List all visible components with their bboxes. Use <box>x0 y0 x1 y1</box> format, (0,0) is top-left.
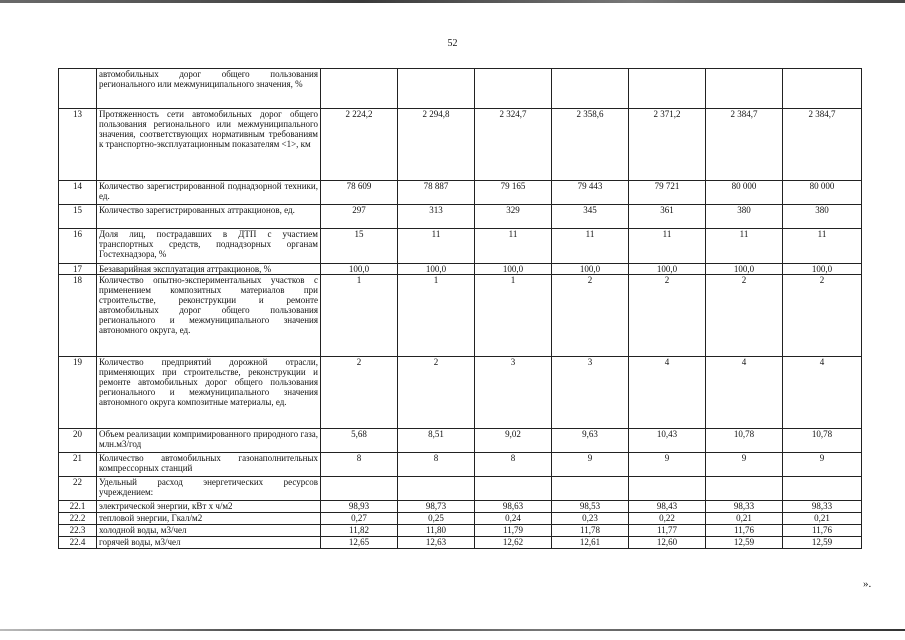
indicator-name: Объем реализации компримированного природного газа, млн.м3/год <box>97 429 321 453</box>
indicator-name: Количество опытно-экспериментальных участков с применением композитных материалов при строительстве, реконструкции и ремонте автомобильных дорог общего пользования регионального и межмуниципального значения автономного округа, ед. <box>97 275 321 357</box>
page-number: 52 <box>447 38 458 49</box>
indicator-value: 5,68 <box>321 429 398 453</box>
indicator-value: 10,78 <box>706 429 783 453</box>
row-number: 14 <box>59 181 97 205</box>
indicator-value: 12,63 <box>398 537 475 549</box>
indicator-value: 12,62 <box>475 537 552 549</box>
indicator-name: Количество автомобильных газонаполнительных компрессорных станций <box>97 453 321 477</box>
indicator-value: 11 <box>398 229 475 264</box>
indicator-value: 9 <box>552 453 629 477</box>
indicator-value: 100,0 <box>398 264 475 275</box>
indicator-name: Безаварийная эксплуатация аттракционов, % <box>97 264 321 275</box>
indicator-value <box>552 477 629 501</box>
indicator-value: 100,0 <box>629 264 706 275</box>
indicator-value: 98,93 <box>321 501 398 513</box>
table-row <box>59 525 862 537</box>
indicator-value: 11 <box>552 229 629 264</box>
indicator-name: Количество предприятий дорожной отрасли, применяющих при строительстве, реконструкции и ремонте автомобильных дорог общего пользования регионального и межмуниципального значения автономного округа композитные материалы, ед. <box>97 357 321 429</box>
indicator-value: 78 887 <box>398 181 475 205</box>
indicator-value: 0,27 <box>321 513 398 525</box>
table-row <box>59 513 862 525</box>
scan-edge-top <box>0 0 905 3</box>
indicator-name: Количество зарегистрированных аттракционов, ед. <box>97 205 321 229</box>
indicator-value: 380 <box>706 205 783 229</box>
indicator-value <box>398 69 475 109</box>
indicator-value: 11 <box>783 229 862 264</box>
indicator-value: 11,78 <box>552 525 629 537</box>
indicator-value <box>706 477 783 501</box>
indicator-value: 12,60 <box>629 537 706 549</box>
indicator-value: 8 <box>398 453 475 477</box>
indicator-value: 8 <box>475 453 552 477</box>
indicator-value: 297 <box>321 205 398 229</box>
indicator-value: 9 <box>629 453 706 477</box>
indicator-value: 11,79 <box>475 525 552 537</box>
indicator-value: 11 <box>629 229 706 264</box>
indicator-value: 380 <box>783 205 862 229</box>
indicator-value: 4 <box>629 357 706 429</box>
indicator-name: горячей воды, м3/чел <box>97 537 321 549</box>
indicator-value: 2 <box>783 275 862 357</box>
row-number: 22.3 <box>59 525 97 537</box>
table-row <box>59 69 862 109</box>
row-number: 18 <box>59 275 97 357</box>
indicator-value: 2 384,7 <box>783 109 862 181</box>
indicator-value: 98,73 <box>398 501 475 513</box>
indicator-value: 79 443 <box>552 181 629 205</box>
indicator-value: 15 <box>321 229 398 264</box>
row-number: 15 <box>59 205 97 229</box>
indicator-value: 12,59 <box>706 537 783 549</box>
indicator-value: 98,43 <box>629 501 706 513</box>
indicator-value: 361 <box>629 205 706 229</box>
indicator-value: 100,0 <box>321 264 398 275</box>
indicator-value: 98,53 <box>552 501 629 513</box>
row-number: 19 <box>59 357 97 429</box>
indicator-value: 79 721 <box>629 181 706 205</box>
indicator-name: Доля лиц, пострадавших в ДТП с участием транспортных средств, поднадзорных органам Гостехнадзора, % <box>97 229 321 264</box>
indicator-value: 2 358,6 <box>552 109 629 181</box>
indicator-value: 0,23 <box>552 513 629 525</box>
row-number: 16 <box>59 229 97 264</box>
closing-quote-mark: ». <box>863 578 872 590</box>
indicator-value: 2 324,7 <box>475 109 552 181</box>
table-row <box>59 229 862 264</box>
indicator-value: 1 <box>398 275 475 357</box>
indicator-value: 1 <box>475 275 552 357</box>
indicator-value <box>398 477 475 501</box>
indicator-value: 10,78 <box>783 429 862 453</box>
indicator-value: 313 <box>398 205 475 229</box>
indicator-value: 98,63 <box>475 501 552 513</box>
indicator-name: Протяженность сети автомобильных дорог общего пользования регионального или межмуниципального значения, соответствующих нормативным требованиям к транспортно-эксплуатационным показателям <1>, км <box>97 109 321 181</box>
indicator-value: 12,65 <box>321 537 398 549</box>
indicator-value: 79 165 <box>475 181 552 205</box>
indicator-value: 80 000 <box>706 181 783 205</box>
indicator-name: Удельный расход энергетических ресурсов учреждением: <box>97 477 321 501</box>
indicator-name: автомобильных дорог общего пользования регионального или межмуниципального значения, % <box>97 69 321 109</box>
indicator-value: 2 <box>629 275 706 357</box>
indicator-value: 11,76 <box>783 525 862 537</box>
table-row <box>59 477 862 501</box>
indicator-value: 1 <box>321 275 398 357</box>
indicator-value: 98,33 <box>706 501 783 513</box>
table-row <box>59 181 862 205</box>
indicator-value: 2 224,2 <box>321 109 398 181</box>
indicator-value <box>629 69 706 109</box>
indicator-value: 329 <box>475 205 552 229</box>
indicator-value: 4 <box>706 357 783 429</box>
indicator-value: 8 <box>321 453 398 477</box>
table-row <box>59 264 862 275</box>
indicator-value: 345 <box>552 205 629 229</box>
table-row <box>59 501 862 513</box>
indicator-name: тепловой энергии, Гкал/м2 <box>97 513 321 525</box>
row-number: 13 <box>59 109 97 181</box>
indicator-value: 2 <box>706 275 783 357</box>
row-number <box>59 69 97 109</box>
indicator-value: 12,61 <box>552 537 629 549</box>
indicator-value: 9 <box>706 453 783 477</box>
scan-edge-bottom <box>0 629 905 631</box>
indicators-table <box>58 68 862 549</box>
table-row <box>59 109 862 181</box>
indicator-value: 11,76 <box>706 525 783 537</box>
indicator-value: 0,25 <box>398 513 475 525</box>
indicator-value <box>321 69 398 109</box>
indicator-value: 100,0 <box>706 264 783 275</box>
table-row <box>59 453 862 477</box>
table-row <box>59 275 862 357</box>
indicator-value: 2 <box>321 357 398 429</box>
indicator-value: 0,24 <box>475 513 552 525</box>
indicator-value: 80 000 <box>783 181 862 205</box>
indicator-name: Количество зарегистрированной поднадзорной техники, ед. <box>97 181 321 205</box>
indicator-value <box>783 69 862 109</box>
indicator-value: 12,59 <box>783 537 862 549</box>
indicator-value: 11 <box>475 229 552 264</box>
indicator-value <box>783 477 862 501</box>
table-row <box>59 537 862 549</box>
indicator-value: 100,0 <box>783 264 862 275</box>
table-row <box>59 429 862 453</box>
indicator-value: 2 384,7 <box>706 109 783 181</box>
indicator-value: 3 <box>552 357 629 429</box>
indicator-value: 2 294,8 <box>398 109 475 181</box>
indicator-value <box>552 69 629 109</box>
row-number: 22 <box>59 477 97 501</box>
indicator-value: 11,80 <box>398 525 475 537</box>
indicator-value: 10,43 <box>629 429 706 453</box>
indicator-name: холодной воды, м3/чел <box>97 525 321 537</box>
indicator-value: 100,0 <box>475 264 552 275</box>
table-row <box>59 205 862 229</box>
indicator-value: 0,21 <box>783 513 862 525</box>
indicator-name: электрической энергии, кВт х ч/м2 <box>97 501 321 513</box>
row-number: 17 <box>59 264 97 275</box>
indicator-value: 11,77 <box>629 525 706 537</box>
indicator-value: 9,63 <box>552 429 629 453</box>
row-number: 22.4 <box>59 537 97 549</box>
indicator-value <box>321 477 398 501</box>
indicator-value: 2 <box>398 357 475 429</box>
indicator-value: 2 <box>552 275 629 357</box>
indicator-value: 0,22 <box>629 513 706 525</box>
row-number: 20 <box>59 429 97 453</box>
indicator-value: 11 <box>706 229 783 264</box>
indicator-value <box>629 477 706 501</box>
row-number: 22.2 <box>59 513 97 525</box>
indicator-value: 11,82 <box>321 525 398 537</box>
indicator-value <box>706 69 783 109</box>
indicator-value: 78 609 <box>321 181 398 205</box>
row-number: 22.1 <box>59 501 97 513</box>
indicator-value: 9,02 <box>475 429 552 453</box>
indicator-value: 100,0 <box>552 264 629 275</box>
table-row <box>59 357 862 429</box>
indicator-value <box>475 477 552 501</box>
indicator-value: 3 <box>475 357 552 429</box>
indicator-value: 9 <box>783 453 862 477</box>
indicator-value: 8,51 <box>398 429 475 453</box>
row-number: 21 <box>59 453 97 477</box>
indicator-value: 4 <box>783 357 862 429</box>
indicator-value: 2 371,2 <box>629 109 706 181</box>
indicator-value <box>475 69 552 109</box>
indicator-value: 98,33 <box>783 501 862 513</box>
indicator-value: 0,21 <box>706 513 783 525</box>
